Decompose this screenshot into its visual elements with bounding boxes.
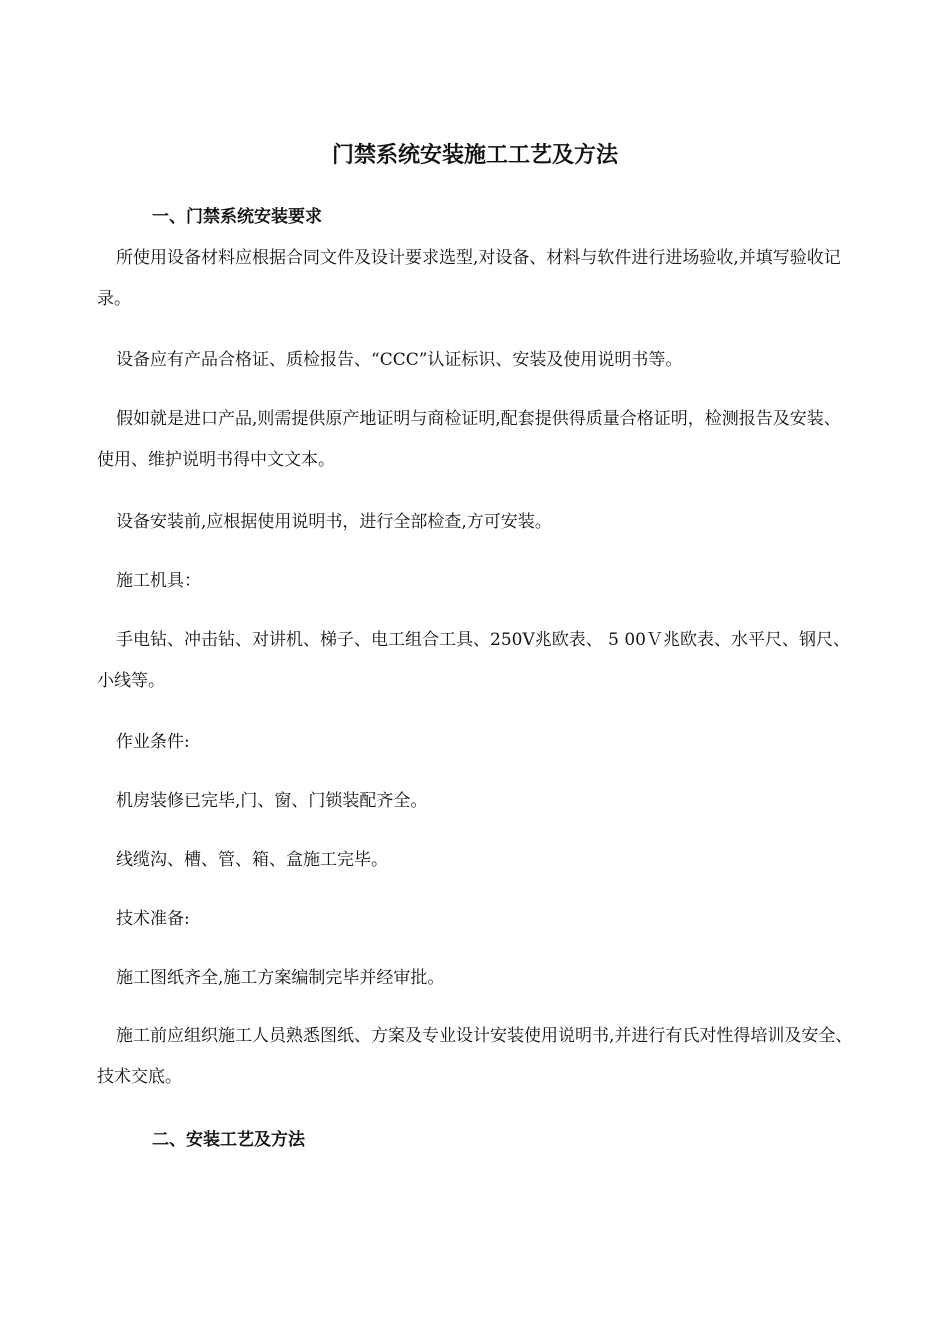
paragraph: 线缆沟、槽、管、箱、盒施工完毕。 <box>116 850 388 870</box>
document-title: 门禁系统安装施工工艺及方法 <box>331 142 618 168</box>
paragraph: 设备应有产品合格证、质检报告、“CCC”认证标识、安装及使用说明书等。 <box>116 350 683 370</box>
paragraph: 施工图纸齐全,施工方案编制完毕并经审批。 <box>116 968 445 988</box>
paragraph: 手电钻、冲击钻、对讲机、梯子、电工组合工具、250V兆欧表、 5 00Ｖ兆欧表、水平尺、钢尺、小线等。 <box>97 630 850 691</box>
paragraph: 假如就是进口产品,则需提供原产地证明与商检证明,配套提供得质量合格证明，检测报告及安装、使用、维护说明书得中文文本。 <box>97 409 841 470</box>
section-heading-1: 一、门禁系统安装要求 <box>152 207 322 227</box>
paragraph: 施工前应组织施工人员熟悉图纸、方案及专业设计安装使用说明书,并进行有氏对性得培训及安全、技术交底。 <box>97 1026 853 1087</box>
paragraph: 机房装修已完毕,门、窗、门锁装配齐全。 <box>116 791 428 811</box>
section-heading-2: 二、安装工艺及方法 <box>152 1130 305 1150</box>
paragraph: 作业条件: <box>116 732 190 752</box>
paragraph: 所使用设备材料应根据合同文件及设计要求选型,对设备、材料与软件进行进场验收,并填写验收记录。 <box>97 248 841 309</box>
paragraph: 技术准备: <box>116 909 190 929</box>
paragraph: 施工机具： <box>116 571 201 591</box>
paragraph: 设备安装前,应根据使用说明书，进行全部检查,方可安装。 <box>116 512 552 532</box>
